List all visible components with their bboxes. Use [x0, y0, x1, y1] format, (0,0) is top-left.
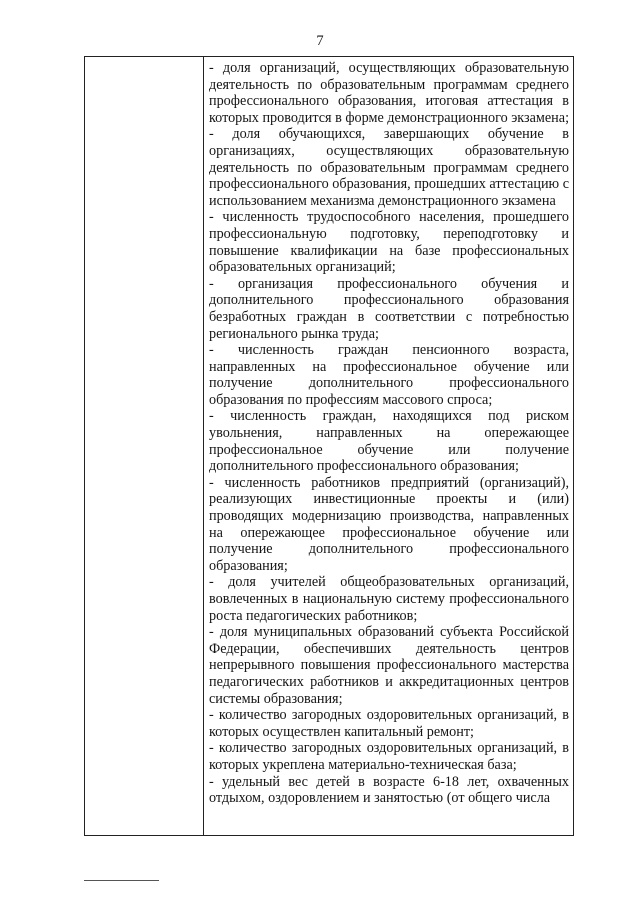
table-left-cell — [85, 57, 204, 835]
indicator-item: - численность граждан пенсионного возраста, направленных на профессиональное обучение или получение дополнительного профессионального образования по профессиям массового спроса; — [209, 342, 569, 408]
indicator-item: - количество загородных оздоровительных организаций, в которых укреплена материально-техническая база; — [209, 740, 569, 773]
indicator-item: - численность трудоспособного населения, прошедшего профессиональную подготовку, переподготовку и повышение квалификации на базе профессиональных образовательных организаций; — [209, 209, 569, 276]
indicator-item: - доля муниципальных образований субъекта Российской Федерации, обеспечивших деятельность центров непрерывного повышения профессионального мастерства педагогических работников и аккредитационных центров системы образования; — [209, 624, 569, 707]
indicator-item: - удельный вес детей в возрасте 6-18 лет, охваченных отдыхом, оздоровлением и занятостью (от общего числа — [209, 773, 569, 807]
indicator-table — [84, 56, 574, 836]
indicator-item: - численность работников предприятий (организаций), реализующих инвестиционные проекты и (или) проводящих модернизацию производства, направленных на опережающее профессиональное обучение или получение дополнительного профессионального образования; — [209, 474, 569, 574]
indicator-item: - численность граждан, находящихся под риском увольнения, направленных на опережающее профессиональное обучение или получение дополнительного профессионального образования; — [209, 408, 569, 475]
indicator-item: - доля обучающихся, завершающих обучение в организациях, осуществляющих образовательную деятельность по образовательным программам среднего профессионального образования, прошедших аттестацию с использованием механизма демонстрационного экзамена — [209, 126, 569, 209]
indicator-item: - организация профессионального обучения и дополнительного профессионального образования безработных граждан в соответствии с потребностью регионального рынка труда; — [209, 275, 569, 342]
footnote-divider — [84, 880, 159, 881]
indicator-item: - количество загородных оздоровительных организаций, в которых осуществлен капитальный ремонт; — [209, 707, 569, 740]
table-right-cell — [204, 60, 573, 835]
page-number: 7 — [316, 33, 324, 49]
indicator-item: - доля организаций, осуществляющих образовательную деятельность по образовательным программам среднего профессионального образования, итоговая аттестация в которых проводится в форме демонстрационного экзамена; — [209, 60, 570, 126]
indicator-item: - доля учителей общеобразовательных организаций, вовлеченных в национальную систему профессионального роста педагогических работников; — [209, 574, 569, 624]
